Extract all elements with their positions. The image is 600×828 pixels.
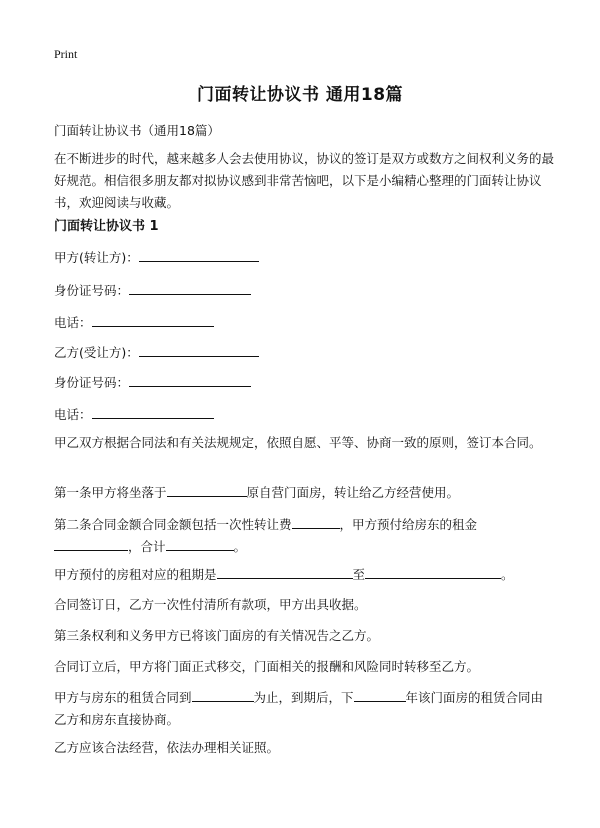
article-2	[54, 514, 554, 558]
article-2-fee-blank	[292, 514, 340, 529]
lease-text-b: 为止，到期后，下	[253, 690, 354, 705]
party-b-blank	[139, 342, 259, 357]
license-paragraph: 乙方应该合法经营，依法办理相关证照。	[54, 740, 280, 755]
rent-period	[54, 564, 554, 586]
id-no-b-label: 身份证号码：	[54, 375, 130, 390]
rent-period-text-c: 。	[501, 567, 514, 582]
print-link[interactable]: Print	[54, 47, 78, 61]
rent-period-text-b: 至	[352, 567, 366, 582]
lease-paragraph	[54, 687, 554, 731]
id-no-a-blank	[129, 280, 251, 295]
section-heading: 门面转让协议书 1	[54, 219, 159, 234]
phone-b-label: 电话：	[54, 407, 92, 422]
id-no-a-field	[54, 280, 554, 302]
party-b-field	[54, 342, 554, 364]
lease-end-blank	[192, 687, 254, 702]
transfer-paragraph: 合同订立后，甲方将门面正式移交，门面相关的报酬和风险同时转移至乙方。	[54, 659, 480, 674]
phone-b-blank	[92, 404, 214, 419]
article-3: 第三条权利和义务甲方已将该门面房的有关情况告之乙方。	[54, 628, 380, 643]
party-a-blank	[139, 247, 259, 262]
article-2-text-c: ，合计	[128, 539, 166, 554]
article-1-blank	[167, 482, 247, 497]
phone-a-field	[54, 312, 554, 334]
rent-period-text-a: 甲方预付的房租对应的租期是	[54, 567, 217, 582]
rent-period-end-blank	[365, 564, 501, 579]
phone-b-field	[54, 404, 554, 426]
article-1-text-b: 原自营门面房，转让给乙方经营使用。	[246, 485, 460, 500]
signing-paragraph: 合同签订日，乙方一次性付清所有款项，甲方出具收据。	[54, 597, 367, 612]
article-2-text-a: 第二条合同金额合同金额包括一次性转让费	[54, 517, 292, 532]
document-title: 门面转让协议书 通用18篇	[196, 85, 404, 105]
article-2-text-d: 。	[233, 539, 247, 554]
article-2-total-blank	[166, 536, 234, 551]
article-2-rent-blank	[54, 536, 128, 551]
intro-paragraph: 在不断进步的时代，越来越多人会去使用协议，协议的签订是双方或数方之间权利义务的最好规范。相信很多朋友都对拟协议感到非常苦恼吧，以下是小编精心整理的门面转让协议书，欢迎阅读与收藏。	[54, 151, 555, 210]
phone-a-label: 电话：	[54, 315, 92, 330]
article-1	[54, 482, 554, 504]
article-1-text-a: 第一条甲方将坐落于	[54, 485, 167, 500]
rent-period-start-blank	[217, 564, 353, 579]
party-a-field	[54, 247, 554, 269]
preamble-paragraph: 甲乙双方根据合同法和有关法规规定，依照自愿、平等、协商一致的原则，签订本合同。	[54, 435, 542, 450]
party-b-label: 乙方(受让方)：	[54, 345, 139, 360]
phone-a-blank	[92, 312, 214, 327]
id-no-a-label: 身份证号码：	[54, 283, 130, 298]
document-subtitle: 门面转让协议书（通用18篇）	[54, 123, 220, 138]
id-no-b-blank	[129, 372, 251, 387]
lease-year-blank	[354, 687, 406, 702]
id-no-b-field	[54, 372, 554, 394]
article-2-text-b: ，甲方预付给房东的租金	[339, 517, 478, 532]
party-a-label: 甲方(转让方)：	[54, 250, 139, 265]
lease-text-c: 年该门面房的租赁合同由乙方和房东直接协商。	[54, 690, 544, 727]
lease-text-a: 甲方与房东的租赁合同到	[54, 690, 192, 705]
